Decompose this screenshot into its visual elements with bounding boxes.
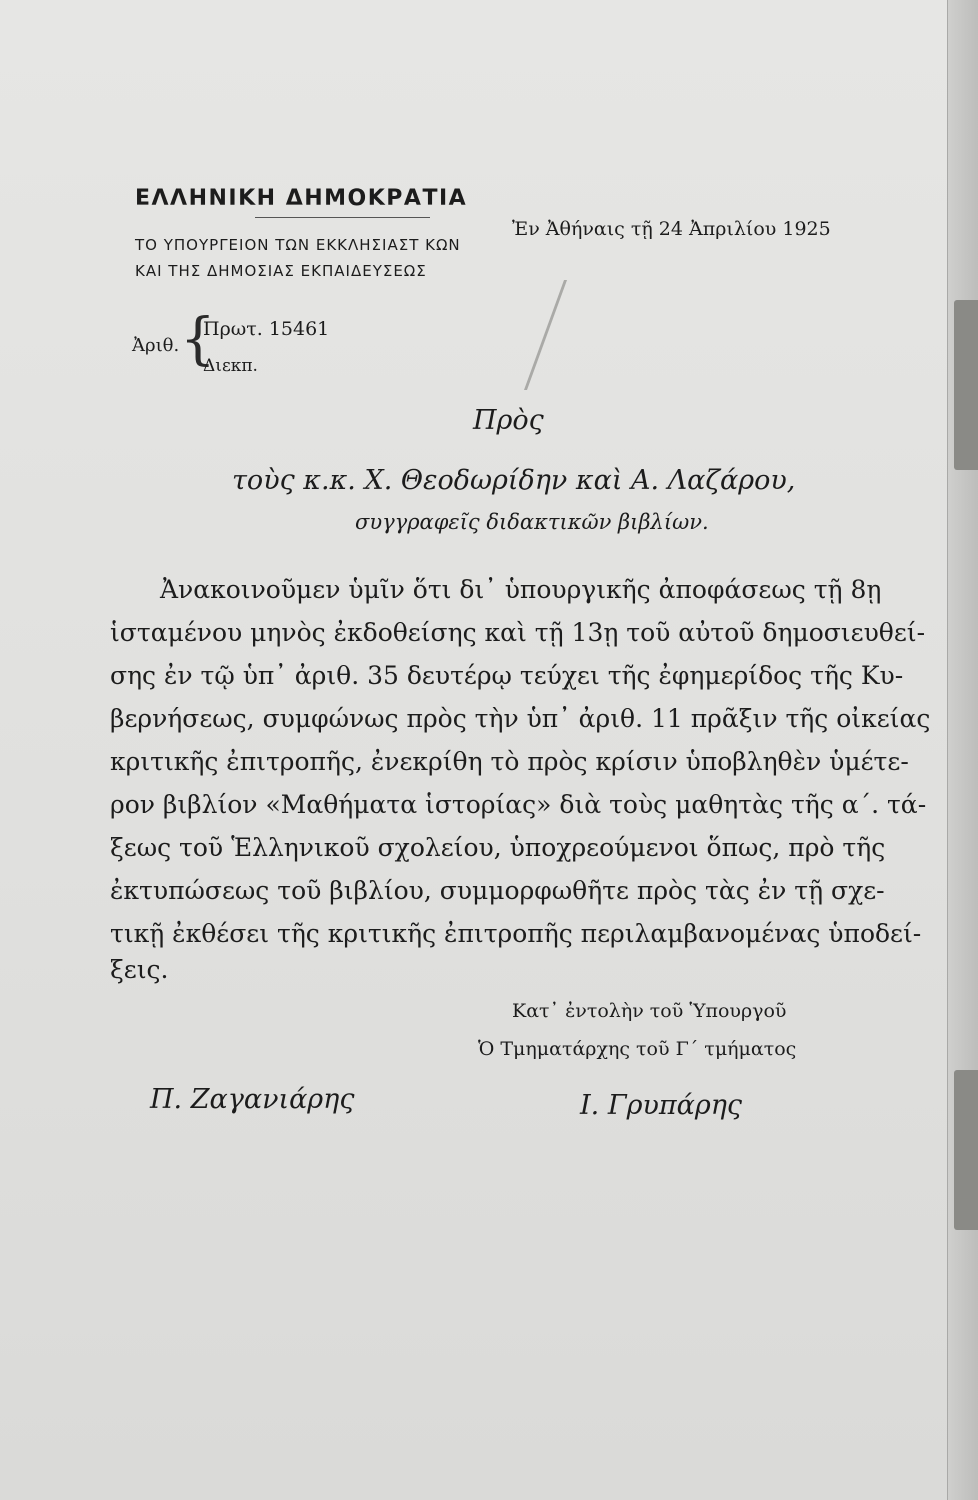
- adjacent-page-edge: [947, 0, 978, 1500]
- letter-date: Ἐν Ἀθήναις τῇ 24 Ἀπριλίου 1925: [512, 218, 831, 240]
- ministry-line-1: ΤΟ ΥΠΟΥΡΓΕΙΟΝ ΤΩΝ ΕΚΚΛΗΣΙΑΣΤ ΚΩΝ: [135, 236, 461, 254]
- header-rule: [255, 217, 430, 218]
- addressee-names: τοὺς κ.κ. Χ. Θεοδωρίδην καὶ Α. Λαζάρου,: [232, 465, 796, 496]
- signatory-right: Ι. Γρυπάρης: [580, 1090, 742, 1121]
- binding-tab: [954, 300, 978, 470]
- body-line: σης ἐν τῷ ὑπ᾿ ἀριθ. 35 δευτέρῳ τεύχει τῆς ἐφημερίδος τῆς Κυ-: [110, 661, 904, 690]
- body-line: κριτικῆς ἐπιτροπῆς, ἐνεκρίθη τὸ πρὸς κρίσιν ὑποβληθὲν ὑμέτε-: [110, 747, 909, 776]
- head-title-line: Ὁ Τμηματάρχης τοῦ Γ΄ τμήματος: [478, 1038, 797, 1060]
- republic-heading: ΕΛΛΗΝΙΚΗ ΔΗΜΟΚΡΑΤΙΑ: [135, 186, 468, 211]
- ministry-line-2: ΚΑΙ ΤΗΣ ΔΗΜΟΣΙΑΣ ΕΚΠΑΙΔΕΥΣΕΩΣ: [135, 262, 427, 280]
- reference-label: Ἀριθ.: [132, 335, 180, 356]
- by-order-line: Κατ᾿ ἐντολὴν τοῦ Ὑπουργοῦ: [512, 1000, 787, 1022]
- addressee-role: συγγραφεῖς διδακτικῶν βιβλίων.: [355, 510, 709, 534]
- pencil-mark: [496, 280, 567, 390]
- binding-tab: [954, 1070, 978, 1230]
- addressee-to: Πρὸς: [473, 405, 544, 436]
- body-line: ἱσταμένου μηνὸς ἐκδοθείσης καὶ τῇ 13ῃ τοῦ αὐτοῦ δημοσιευθεί-: [110, 618, 926, 647]
- body-line: ἐκτυπώσεως τοῦ βιβλίου, συμμορφωθῆτε πρὸς τὰς ἐν τῇ σχε-: [110, 876, 885, 905]
- body-line: ρον βιβλίον «Μαθήματα ἱστορίας» διὰ τοὺς μαθητὰς τῆς α΄. τά-: [110, 790, 927, 819]
- body-line: Ἀνακοινοῦμεν ὑμῖν ὅτι δι᾿ ὑπουργικῆς ἀποφάσεως τῇ 8ῃ: [160, 575, 882, 604]
- reference-brace: {: [180, 307, 216, 372]
- body-line: τικῇ ἐκθέσει τῆς κριτικῆς ἐπιτροπῆς περιλαμβανομένας ὑποδεί-: [110, 919, 922, 948]
- body-line: ξεις.: [110, 955, 169, 984]
- dispatch-number: Διεκπ.: [203, 356, 258, 376]
- body-line: ξεως τοῦ Ἑλληνικοῦ σχολείου, ὑποχρεούμενοι ὅπως, πρὸ τῆς: [110, 833, 886, 862]
- signatory-left: Π. Ζαγανιάρης: [150, 1084, 355, 1115]
- body-line: βερνήσεως, συμφώνως πρὸς τὴν ὑπ᾿ ἀριθ. 11 πρᾶξιν τῆς οἰκείας: [110, 704, 931, 733]
- protocol-number: Πρωτ. 15461: [203, 318, 330, 340]
